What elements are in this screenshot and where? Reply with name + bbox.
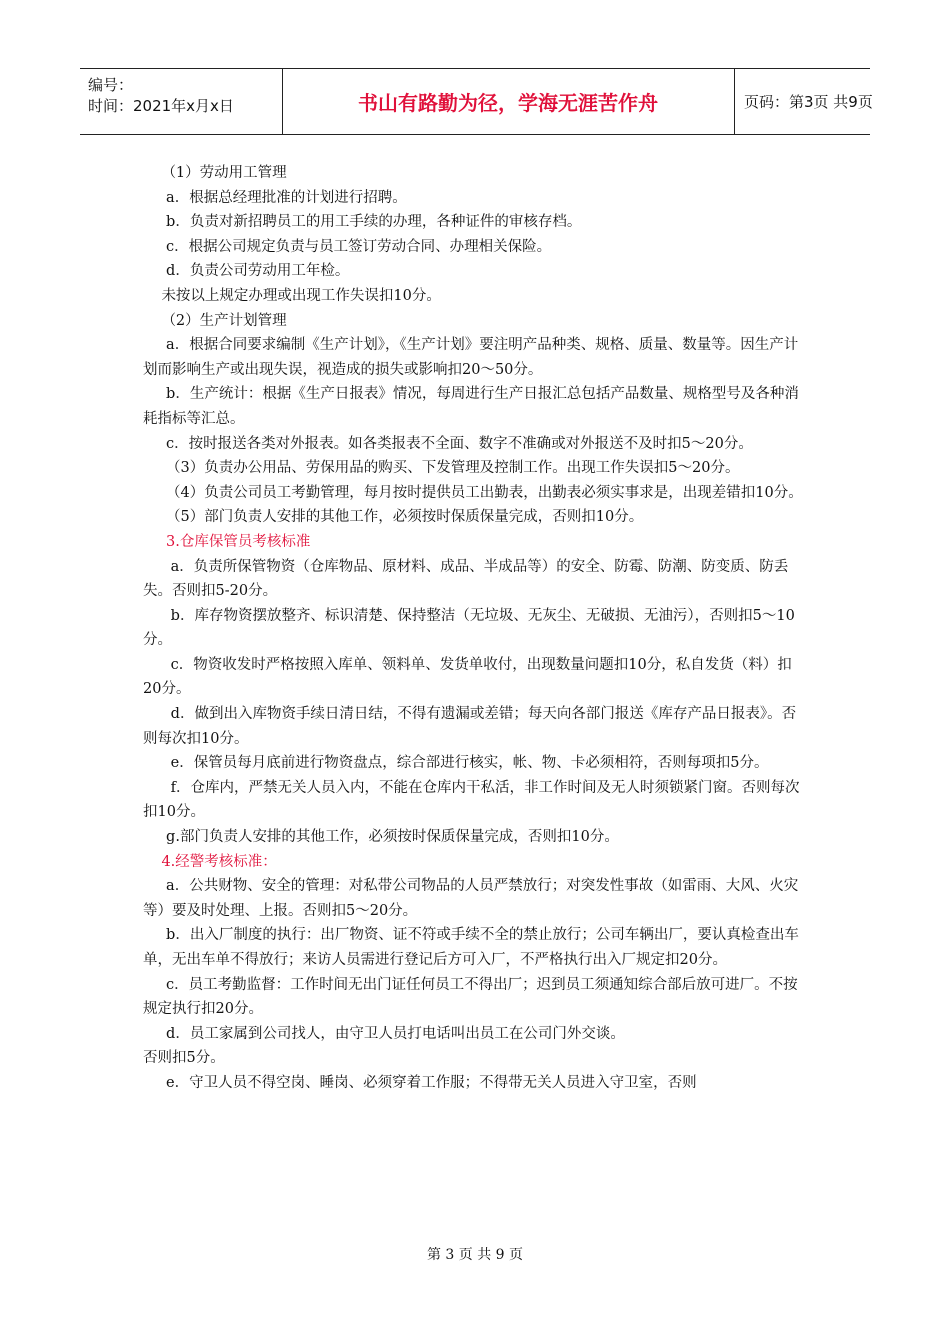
paragraph: f．仓库内，严禁无关人员入内，不能在仓库内干私活，非工作时间及无人时须锁紧门窗。否则每次扣10分。 [143, 779, 800, 821]
paragraph: 未按以上规定办理或出现工作失误扣10分。 [143, 287, 441, 304]
paragraph: d．员工家属到公司找人，由守卫人员打电话叫出员工在公司门外交谈。 [143, 1025, 625, 1042]
paragraph: 否则扣5分。 [143, 1050, 225, 1067]
paragraph: （1）劳动用工管理 [143, 165, 287, 181]
paragraph: g.部门负责人安排的其他工作，必须按时保质保量完成，否则扣10分。 [143, 829, 619, 846]
document-header [80, 68, 873, 135]
paragraph: b．生产统计：根据《生产日报表》情况，每周进行生产日报汇总包括产品数量、规格型号及各种消耗指标等汇总。 [143, 386, 799, 427]
header-page-number: 页码：第3页 共9页 [744, 93, 873, 111]
paragraph: c．物资收发时严格按照入库单、领料单、发货单收付，出现数量问题扣10分，私自发货（料）扣20分。 [143, 656, 792, 698]
document-number-label: 编号： [88, 76, 134, 94]
paragraph: b．出入厂制度的执行：出厂物资、证不符或手续不全的禁止放行；公司车辆出厂，要认真检查出车单，无出车单不得放行；来访人员需进行登记后方可入厂，不严格执行出入厂规定扣20分。 [143, 927, 799, 968]
paragraph: b．库存物资摆放整齐、标识清楚、保持整洁（无垃圾、无灰尘、无破损、无油污），否则扣5～10分。 [143, 607, 795, 649]
paragraph: a．根据总经理批准的计划进行招聘。 [143, 189, 407, 206]
section-heading-guard: 4.经警考核标准： [143, 853, 277, 870]
paragraph: a．公共财物、安全的管理：对私带公司物品的人员严禁放行；对突发性事故（如雷雨、大风、火灾等）要及时处理、上报。否则扣5～20分。 [143, 878, 799, 919]
paragraph: d．负责公司劳动用工年检。 [143, 263, 350, 280]
paragraph: c．按时报送各类对外报表。如各类报表不全面、数字不准确或对外报送不及时扣5～20分。 [143, 435, 753, 452]
paragraph: （3）负责办公用品、劳保用品的购买、下发管理及控制工作。出现工作失误扣5～20分。 [143, 460, 740, 477]
header-slogan: 书山有路勤为径，学海无涯苦作舟 [282, 69, 735, 134]
header-info [80, 69, 283, 134]
page-footer: 第 3 页 共 9 页 [426, 1247, 524, 1263]
paragraph: e．保管员每月底前进行物资盘点，综合部进行核实，帐、物、卡必须相符，否则每项扣5分。 [143, 755, 769, 772]
paragraph: c．员工考勤监督：工作时间无出门证任何员工不得出厂；迟到员工须通知综合部后放可进厂。不按规定执行扣20分。 [143, 976, 798, 1018]
paragraph: b．负责对新招聘员工的用工手续的办理，各种证件的审核存档。 [143, 214, 582, 231]
paragraph: e．守卫人员不得空岗、睡岗、必须穿着工作服；不得带无关人员进入守卫室，否则 [143, 1074, 697, 1091]
section-heading-warehouse: 3.仓库保管员考核标准 [143, 533, 311, 550]
paragraph: d．做到出入库物资手续日清日结，不得有遗漏或差错；每天向各部门报送《库存产品日报表》。否则每次扣10分。 [143, 706, 797, 747]
paragraph: （2）生产计划管理 [143, 312, 287, 329]
paragraph: a．根据合同要求编制《生产计划》，《生产计划》要注明产品种类、规格、质量、数量等。因生产计划而影响生产或出现失误，视造成的损失或影响扣20～50分。 [143, 337, 799, 378]
paragraph: （5）部门负责人安排的其他工作，必须按时保质保量完成，否则扣10分。 [143, 509, 644, 526]
paragraph: （4）负责公司员工考勤管理，每月按时提供员工出勤表，出勤表必须实事求是，出现差错扣10分。 [143, 484, 803, 501]
document-body [143, 161, 809, 1096]
paragraph: a．负责所保管物资（仓库物品、原材料、成品、半成品等）的安全、防霉、防潮、防变质、防丢失。否则扣5-20分。 [143, 558, 789, 600]
document-date: 时间：2021年x月x日 [88, 97, 234, 115]
paragraph: c．根据公司规定负责与员工签订劳动合同、办理相关保险。 [143, 238, 552, 255]
